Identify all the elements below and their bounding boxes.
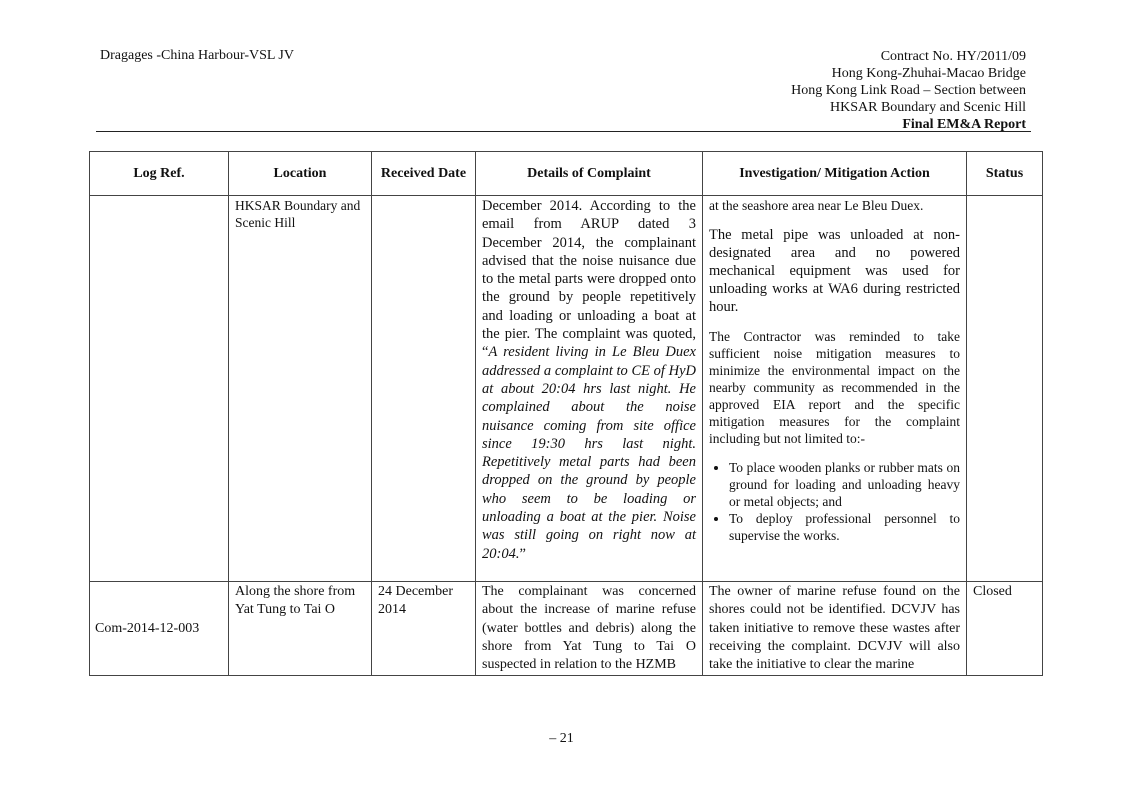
page-number: – 21 xyxy=(549,731,574,746)
list-item: • To deploy professional personnel to supervise the works. xyxy=(729,510,960,544)
row1-details-quote: A resident living in Le Bleu Duex addressed a complaint to CE of HyD at about 20:04 hrs last night. He complained about the noise nuisance coming from site office since 19:30 hrs last night. Repetitively metal parts had been dropped on the ground by people who seem to be loading or unloading a boat at the pier. Noise was still going on right now at 20:04. xyxy=(482,344,696,562)
row1-action-p2: The metal pipe was unloaded at non-designated area and no powered mechanical equipment was used for unloading works at WA6 during restricted hour. xyxy=(709,227,960,315)
row1-details-text: December 2014. According to the email from ARUP dated 3 December 2014, the complainant advised that the noise nuisance due to the metal parts were dropped onto the ground by people repetitively and loading or unloading a boat at the pier. The complaint was quoted, “ xyxy=(482,198,696,361)
row1-details-quote-end: ” xyxy=(519,545,526,562)
row1-received-date xyxy=(372,196,476,582)
project-section-cont: HKSAR Boundary and Scenic Hill xyxy=(830,100,1026,115)
contract-info xyxy=(791,48,1026,133)
table-row xyxy=(90,196,1043,582)
row2-details: The complainant was concerned about the increase of marine refuse (water bottles and debris) along the shore from Yat Tung to Tai O suspected in relation to the HZMB xyxy=(476,582,703,676)
row1-action-p3: The Contractor was reminded to take sufficient noise mitigation measures to minimize the environmental impact on the nearby community as recommended in the approved EIA report and the specific mitigation measures for the complaint including but not limited to:- xyxy=(709,329,960,446)
header-divider xyxy=(96,131,1031,132)
row1-action xyxy=(703,196,967,582)
row1-location: HKSAR Boundary and Scenic Hill xyxy=(229,196,372,582)
company-name: Dragages -China Harbour-VSL JV xyxy=(100,48,294,63)
col-header-status: Status xyxy=(967,152,1043,196)
row2-action: The owner of marine refuse found on the shores could not be identified. DCVJV has taken initiative to remove these wastes after receiving the complaint. DCVJV will also take the initiative to clear the marine xyxy=(703,582,967,676)
col-header-location: Location xyxy=(229,152,372,196)
row1-action-p1: at the seashore area near Le Bleu Duex. xyxy=(709,198,924,213)
col-header-action: Investigation/ Mitigation Action xyxy=(703,152,967,196)
report-title: Final EM&A Report xyxy=(902,117,1026,132)
project-name: Hong Kong-Zhuhai-Macao Bridge xyxy=(831,66,1026,81)
table-row xyxy=(90,582,1043,676)
row2-log-ref: Com-2014-12-003 xyxy=(90,582,229,676)
contract-number: Contract No. HY/2011/09 xyxy=(880,49,1026,64)
row2-location: Along the shore from Yat Tung to Tai O xyxy=(229,582,372,676)
col-header-details: Details of Complaint xyxy=(476,152,703,196)
row1-details xyxy=(476,196,703,582)
project-section: Hong Kong Link Road – Section between xyxy=(791,83,1026,98)
row2-received-date: 24 December 2014 xyxy=(372,582,476,676)
complaint-log-table xyxy=(89,151,1043,676)
col-header-received-date: Received Date xyxy=(372,152,476,196)
row1-log-ref xyxy=(90,196,229,582)
row2-status: Closed xyxy=(967,582,1043,676)
list-item: • To place wooden planks or rubber mats on ground for loading and unloading heavy or metal objects; and xyxy=(729,459,960,510)
row1-status xyxy=(967,196,1043,582)
row1-action-bullets xyxy=(709,459,960,544)
col-header-log-ref: Log Ref. xyxy=(90,152,229,196)
table-header-row xyxy=(90,152,1043,196)
